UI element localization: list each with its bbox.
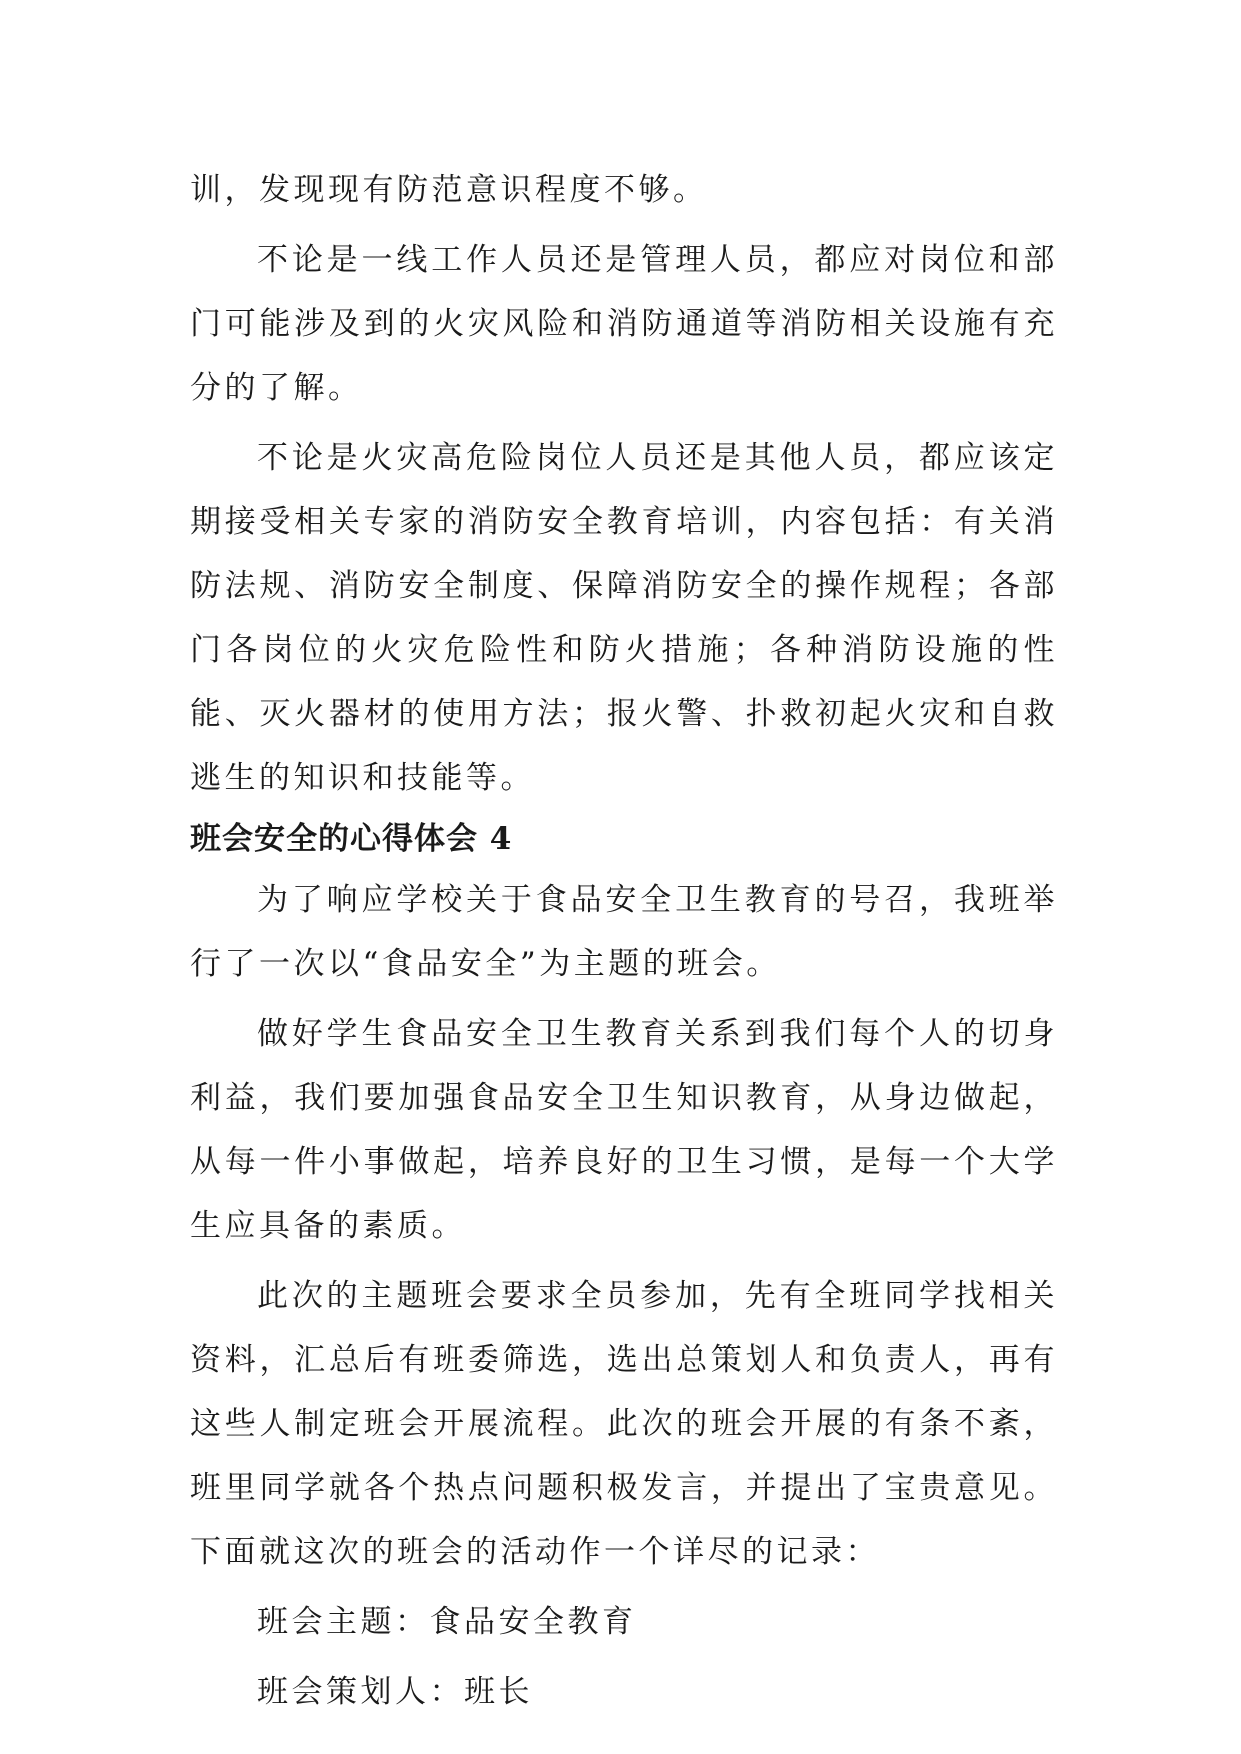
paragraph-food-safety-importance: 做好学生食品安全卫生教育关系到我们每个人的切身利益，我们要加强食品安全卫生知识教育，从身边做起，从每一件小事做起，培养良好的卫生习惯，是每一个大学生应具备的素质。 <box>190 1016 1058 1244</box>
paragraph-fire-awareness: 不论是一线工作人员还是管理人员，都应对岗位和部门可能涉及到的火灾风险和消防通道等消防相关设施有充分的了解。 <box>190 242 1058 406</box>
paragraph-continued: 训，发现现有防范意识程度不够。 <box>190 172 708 208</box>
paragraph-food-safety-call: 为了响应学校关于食品安全卫生教育的号召，我班举行了一次以“食品安全”为主题的班会。 <box>190 882 1058 982</box>
section-title: 班会安全的心得体会 4 <box>190 821 513 857</box>
meeting-theme-line: 班会主题：食品安全教育 <box>257 1604 637 1640</box>
document-page <box>190 158 1058 1724</box>
paragraph-meeting-process: 此次的主题班会要求全员参加，先有全班同学找相关资料，汇总后有班委筛选，选出总策划人和负责人，再有这些人制定班会开展流程。此次的班会开展的有条不紊，班里同学就各个热点问题积极发言，并提出了宝贵意见。下面就这次的班会的活动作一个详尽的记录： <box>190 1278 1058 1570</box>
meeting-planner-line: 班会策划人：班长 <box>257 1674 533 1710</box>
paragraph-fire-training: 不论是火灾高危险岗位人员还是其他人员，都应该定期接受相关专家的消防安全教育培训，内容包括：有关消防法规、消防安全制度、保障消防安全的操作规程；各部门各岗位的火灾危险性和防火措施；各种消防设施的性能、灭火器材的使用方法；报火警、扑救初起火灾和自救逃生的知识和技能等。 <box>190 440 1058 796</box>
